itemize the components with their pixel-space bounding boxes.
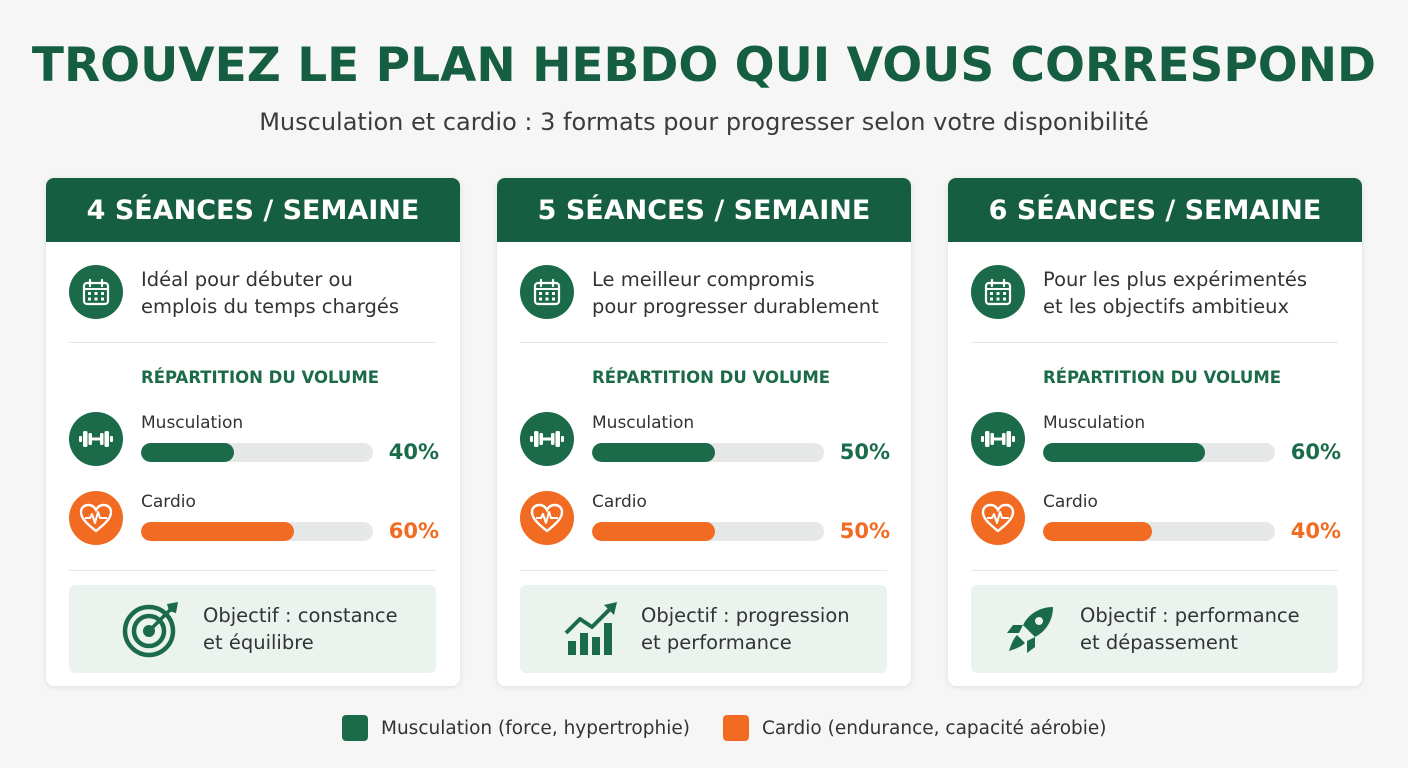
divider (971, 342, 1338, 343)
muscu-metric (971, 412, 1341, 468)
growth-chart-icon (562, 599, 622, 659)
plan-card-4-sessions (46, 178, 460, 686)
goal-line-2: et performance (641, 631, 792, 654)
divider (971, 570, 1338, 571)
cardio-bar-fill (141, 522, 294, 541)
rocket-icon (1001, 599, 1061, 659)
muscu-bar-fill (592, 443, 715, 462)
target-icon (121, 599, 181, 659)
cardio-percent: 60% (388, 519, 439, 543)
card-intro (971, 264, 1341, 320)
cardio-bar-track (141, 522, 373, 541)
intro-line-2: pour progresser durablement (592, 295, 879, 318)
divider (520, 570, 887, 571)
calendar-icon (971, 265, 1025, 319)
heart-pulse-icon (69, 491, 123, 545)
intro-line-2: emplois du temps chargés (141, 295, 400, 318)
muscu-bar-track (141, 443, 373, 462)
muscu-bar-fill (141, 443, 234, 462)
repartition-title: RÉPARTITION DU VOLUME (592, 368, 831, 387)
card-header: 5 SÉANCES / SEMAINE (497, 178, 911, 242)
muscu-percent: 50% (839, 440, 890, 464)
goal-line-1: Objectif : progression (641, 604, 850, 627)
cardio-metric (520, 491, 890, 547)
intro-line-2: et les objectifs ambitieux (1043, 295, 1290, 318)
cardio-label: Cardio (1043, 492, 1098, 512)
cardio-bar-track (592, 522, 824, 541)
plan-card-5-sessions (497, 178, 911, 686)
muscu-bar-fill (1043, 443, 1205, 462)
calendar-icon (69, 265, 123, 319)
card-header: 4 SÉANCES / SEMAINE (46, 178, 460, 242)
goal-text (1080, 602, 1300, 656)
cardio-bar-track (1043, 522, 1275, 541)
cardio-metric (971, 491, 1341, 547)
muscu-metric (69, 412, 439, 468)
heart-pulse-icon (971, 491, 1025, 545)
legend-item-cardio (723, 714, 1107, 742)
muscu-label: Musculation (1043, 413, 1146, 433)
cardio-percent: 50% (839, 519, 890, 543)
divider (69, 342, 436, 343)
heart-pulse-icon (520, 491, 574, 545)
goal-box (69, 585, 436, 673)
cardio-metric (69, 491, 439, 547)
card-intro-text (1043, 266, 1343, 320)
legend-swatch-green (342, 715, 368, 741)
dumbbell-icon (971, 412, 1025, 466)
muscu-metric (520, 412, 890, 468)
cardio-percent: 40% (1290, 519, 1341, 543)
legend-item-musculation (342, 714, 690, 742)
muscu-bar-track (592, 443, 824, 462)
muscu-percent: 60% (1290, 440, 1341, 464)
legend-label: Musculation (force, hypertrophie) (381, 717, 690, 739)
repartition-title: RÉPARTITION DU VOLUME (1043, 368, 1282, 387)
card-intro (69, 264, 439, 320)
muscu-percent: 40% (388, 440, 439, 464)
cardio-label: Cardio (141, 492, 196, 512)
cardio-label: Cardio (592, 492, 647, 512)
cardio-bar-fill (592, 522, 715, 541)
divider (520, 342, 887, 343)
dumbbell-icon (69, 412, 123, 466)
muscu-label: Musculation (592, 413, 695, 433)
card-intro-text (592, 266, 892, 320)
card-header: 6 SÉANCES / SEMAINE (948, 178, 1362, 242)
calendar-icon (520, 265, 574, 319)
plan-card-6-sessions (948, 178, 1362, 686)
muscu-bar-track (1043, 443, 1275, 462)
goal-box (520, 585, 887, 673)
goal-line-2: et équilibre (203, 631, 314, 654)
goal-text (203, 602, 398, 656)
muscu-label: Musculation (141, 413, 244, 433)
dumbbell-icon (520, 412, 574, 466)
divider (69, 570, 436, 571)
goal-line-2: et dépassement (1080, 631, 1238, 654)
goal-text (641, 602, 850, 656)
page-title: TROUVEZ LE PLAN HEBDO QUI VOUS CORRESPOND (31, 38, 1377, 93)
legend-swatch-orange (723, 715, 749, 741)
goal-box (971, 585, 1338, 673)
repartition-title: RÉPARTITION DU VOLUME (141, 368, 380, 387)
legend-label: Cardio (endurance, capacité aérobie) (762, 717, 1107, 739)
goal-line-1: Objectif : performance (1080, 604, 1300, 627)
card-intro-text (141, 266, 441, 320)
goal-line-1: Objectif : constance (203, 604, 398, 627)
page-subtitle: Musculation et cardio : 3 formats pour progresser selon votre disponibilité (259, 108, 1149, 136)
intro-line-1: Le meilleur compromis (592, 268, 815, 291)
intro-line-1: Idéal pour débuter ou (141, 268, 353, 291)
cardio-bar-fill (1043, 522, 1152, 541)
card-intro (520, 264, 890, 320)
intro-line-1: Pour les plus expérimentés (1043, 268, 1308, 291)
